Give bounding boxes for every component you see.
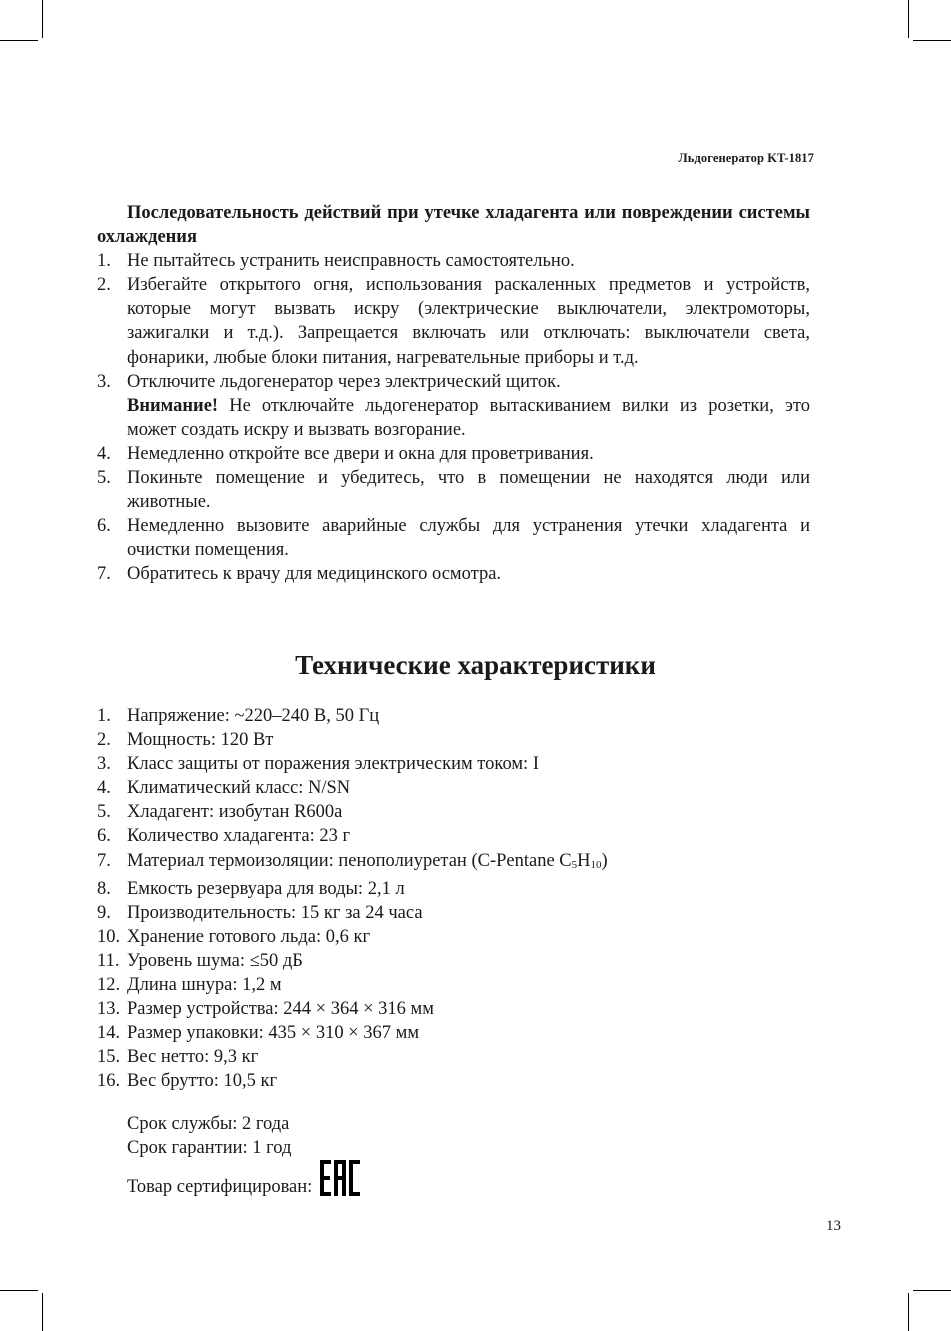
service-life: Срок службы: 2 года: [127, 1114, 290, 1134]
list-item: [97, 466, 810, 514]
item-text: Емкость резервуара для воды: 2,1 л: [127, 878, 405, 899]
crop-mark: [42, 1293, 43, 1331]
item-number: 16.: [97, 1071, 121, 1092]
item-text: Класс защиты от поражения электрическим током: I: [127, 754, 539, 775]
certification-row: [127, 1160, 360, 1199]
list-item: [97, 752, 810, 776]
item-number: 4.: [97, 443, 111, 464]
item-number: 1.: [97, 251, 111, 272]
list-item: [97, 273, 810, 369]
item-text: Материал термоизоляции: пенополиуретан (C-Pentane C: [127, 850, 572, 871]
list-item: [97, 973, 810, 997]
list-item: [97, 1045, 810, 1069]
item-text: Вес нетто: 9,3 кг: [127, 1047, 259, 1068]
item-text: Длина шнура: 1,2 м: [127, 975, 282, 996]
item-number: 7.: [97, 850, 111, 871]
item-number: 10.: [97, 926, 121, 947]
item-text: Отключите льдогенератор через электрический щиток.: [127, 371, 561, 392]
crop-mark: [0, 40, 38, 41]
item-number: 13.: [97, 999, 121, 1020]
item-text: ): [601, 850, 608, 871]
specs-list: [97, 704, 810, 1094]
item-text: Производительность: 15 кг за 24 часа: [127, 902, 423, 923]
item-number: 8.: [97, 878, 111, 899]
item-text: H: [577, 850, 591, 871]
list-item: [97, 776, 810, 800]
item-text: Уровень шума: ≤50 дБ: [127, 950, 303, 971]
crop-mark: [913, 40, 951, 41]
list-item: [97, 824, 810, 848]
page-number: 13: [826, 1218, 841, 1234]
list-item: [97, 704, 810, 728]
item-number: 15.: [97, 1047, 121, 1068]
item-text: Климатический класс: N/SN: [127, 778, 351, 799]
list-item: [97, 800, 810, 824]
list-item: [97, 728, 810, 752]
item-text: Размер устройства: 244 × 364 × 316 мм: [127, 999, 434, 1020]
list-item: [97, 249, 810, 273]
crop-mark: [908, 0, 909, 38]
list-item: [97, 925, 810, 949]
footer-info: [127, 1112, 360, 1199]
subscript: 5: [571, 858, 578, 871]
crop-mark: [0, 1290, 38, 1291]
item-number: 2.: [97, 730, 111, 751]
list-item: [97, 1069, 810, 1093]
crop-mark: [913, 1290, 951, 1291]
leak-steps-list: [97, 249, 810, 586]
item-number: 1.: [97, 706, 111, 726]
item-text: Вес брутто: 10,5 кг: [127, 1071, 278, 1092]
item-number: 6.: [97, 516, 111, 537]
item-number: 4.: [97, 778, 111, 799]
list-item: [97, 562, 810, 586]
list-item: [97, 901, 810, 925]
item-text: Немедленно вызовите аварийные службы для устранения утечки хладагента и очистки помещения.: [127, 516, 810, 561]
warning-note: [127, 396, 810, 440]
list-item: [97, 849, 810, 877]
item-text: Хладагент: изобутан R600a: [127, 802, 343, 823]
crop-mark: [42, 0, 43, 38]
item-number: 7.: [97, 564, 111, 585]
item-number: 5.: [97, 468, 111, 489]
list-item: [97, 370, 810, 442]
item-number: 9.: [97, 902, 111, 923]
item-text: Мощность: 120 Вт: [127, 730, 274, 751]
item-text: Размер упаковки: 435 × 310 × 367 мм: [127, 1023, 420, 1044]
item-number: 5.: [97, 802, 111, 823]
warning-text: Не отключайте льдогенератор вытаскиванием вилки из розетки, это может создать искру и вызвать возгорание.: [127, 395, 810, 440]
list-item: [97, 949, 810, 973]
item-text: Немедленно откройте все двери и окна для проветривания.: [127, 443, 594, 464]
running-header: Льдогенератор KT-1817: [678, 151, 814, 165]
list-item: [97, 514, 810, 562]
leak-section: [97, 201, 810, 587]
list-item: [97, 442, 810, 466]
list-item: [97, 997, 810, 1021]
item-text: Обратитесь к врачу для медицинского осмотра.: [127, 564, 502, 585]
item-number: 3.: [97, 371, 111, 392]
item-text: Хранение готового льда: 0,6 кг: [127, 926, 371, 947]
crop-mark: [908, 1293, 909, 1331]
item-text: Количество хладагента: 23 г: [127, 826, 351, 847]
item-text: Избегайте открытого огня, использования раскаленных предметов и устройств, которые могут вызвать искру (электрические выключатели, электромоторы, зажигалки и т.д.). Запрещается включать или отключать: выключатели света, фонарики, любые блоки питания, нагревательные приборы и т.д.: [127, 275, 810, 368]
item-text: Не пытайтесь устранить неисправность самостоятельно.: [127, 251, 575, 272]
eac-certification-icon: [320, 1160, 360, 1196]
subscript: 10: [590, 858, 602, 871]
item-number: 11.: [97, 950, 120, 971]
list-item: [97, 1021, 810, 1045]
item-text: Покиньте помещение и убедитесь, что в помещении не находятся люди или животные.: [127, 468, 810, 513]
item-number: 2.: [97, 275, 111, 296]
item-number: 14.: [97, 1023, 121, 1044]
specs-title: Технические характеристики: [295, 650, 656, 680]
item-text: Напряжение: ~220–240 В, 50 Гц: [127, 706, 380, 726]
item-number: 3.: [97, 754, 111, 775]
certified-label: Товар сертифицирован:: [127, 1177, 313, 1198]
specs-section: [97, 704, 810, 1094]
warning-label: Внимание!: [127, 395, 219, 416]
item-number: 12.: [97, 975, 121, 996]
leak-section-heading: Последовательность действий при утечке хладагента или повреждении системы охлаждения: [97, 203, 810, 248]
item-number: 6.: [97, 826, 111, 847]
list-item: [97, 877, 810, 901]
warranty: Срок гарантии: 1 год: [127, 1138, 292, 1159]
